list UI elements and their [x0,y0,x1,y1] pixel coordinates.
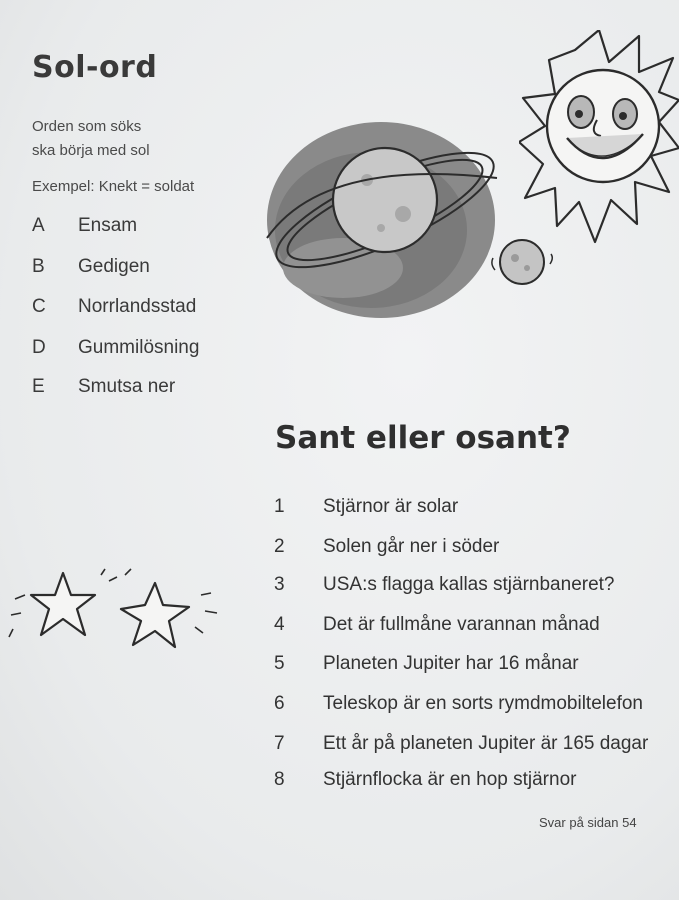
answer-page-note: Svar på sidan 54 [539,815,637,830]
item-letter: D [32,337,46,358]
sol-ord-intro-line-2: ska börja med sol [32,142,150,159]
question-number: 8 [274,769,285,790]
question-item [274,733,648,755]
question-text: Det är fullmåne varannan månad [323,614,600,635]
sol-ord-item [32,256,150,278]
question-item [274,653,579,675]
sol-ord-item [32,376,175,398]
smiling-sun-icon [519,30,679,245]
item-letter: A [32,215,45,236]
question-item [274,614,600,636]
question-text: USA:s flagga kallas stjärnbaneret? [323,574,615,595]
small-moon-icon [487,232,557,292]
two-stars-icon [5,565,220,655]
question-text: Ett år på planeten Jupiter är 165 dagar [323,733,649,754]
question-text: Stjärnor är solar [323,496,459,517]
question-number: 4 [274,614,285,635]
question-text: Teleskop är en sorts rymdmobiltelefon [323,693,643,714]
question-item [274,496,458,518]
question-number: 5 [274,653,285,674]
question-number: 6 [274,693,285,714]
ringed-planet-icon [263,118,498,323]
sol-ord-item [32,337,199,359]
item-letter: C [32,296,46,317]
sol-ord-intro-line-1: Orden som söks [32,118,142,135]
question-number: 3 [274,574,285,595]
item-letter: E [32,376,45,397]
question-text: Solen går ner i söder [323,536,500,557]
sol-ord-item [32,296,196,318]
question-text: Stjärnflocka är en hop stjärnor [323,769,577,790]
item-letter: B [32,256,45,277]
question-number: 2 [274,536,285,557]
item-clue: Norrlandsstad [78,296,197,317]
item-clue: Gedigen [78,256,150,277]
question-item [274,693,643,715]
question-item [274,574,615,596]
item-clue: Smutsa ner [78,376,176,397]
question-number: 7 [274,733,285,754]
item-clue: Ensam [78,215,138,236]
sol-ord-item [32,215,137,237]
sol-ord-example: Exempel: Knekt = soldat [32,178,195,195]
question-number: 1 [274,496,285,517]
sol-ord-title: Sol-ord [32,50,158,85]
sant-eller-osant-title: Sant eller osant? [275,420,571,456]
question-item [274,536,499,558]
item-clue: Gummilösning [78,337,200,358]
question-item [274,769,576,791]
question-text: Planeten Jupiter har 16 månar [323,653,579,674]
